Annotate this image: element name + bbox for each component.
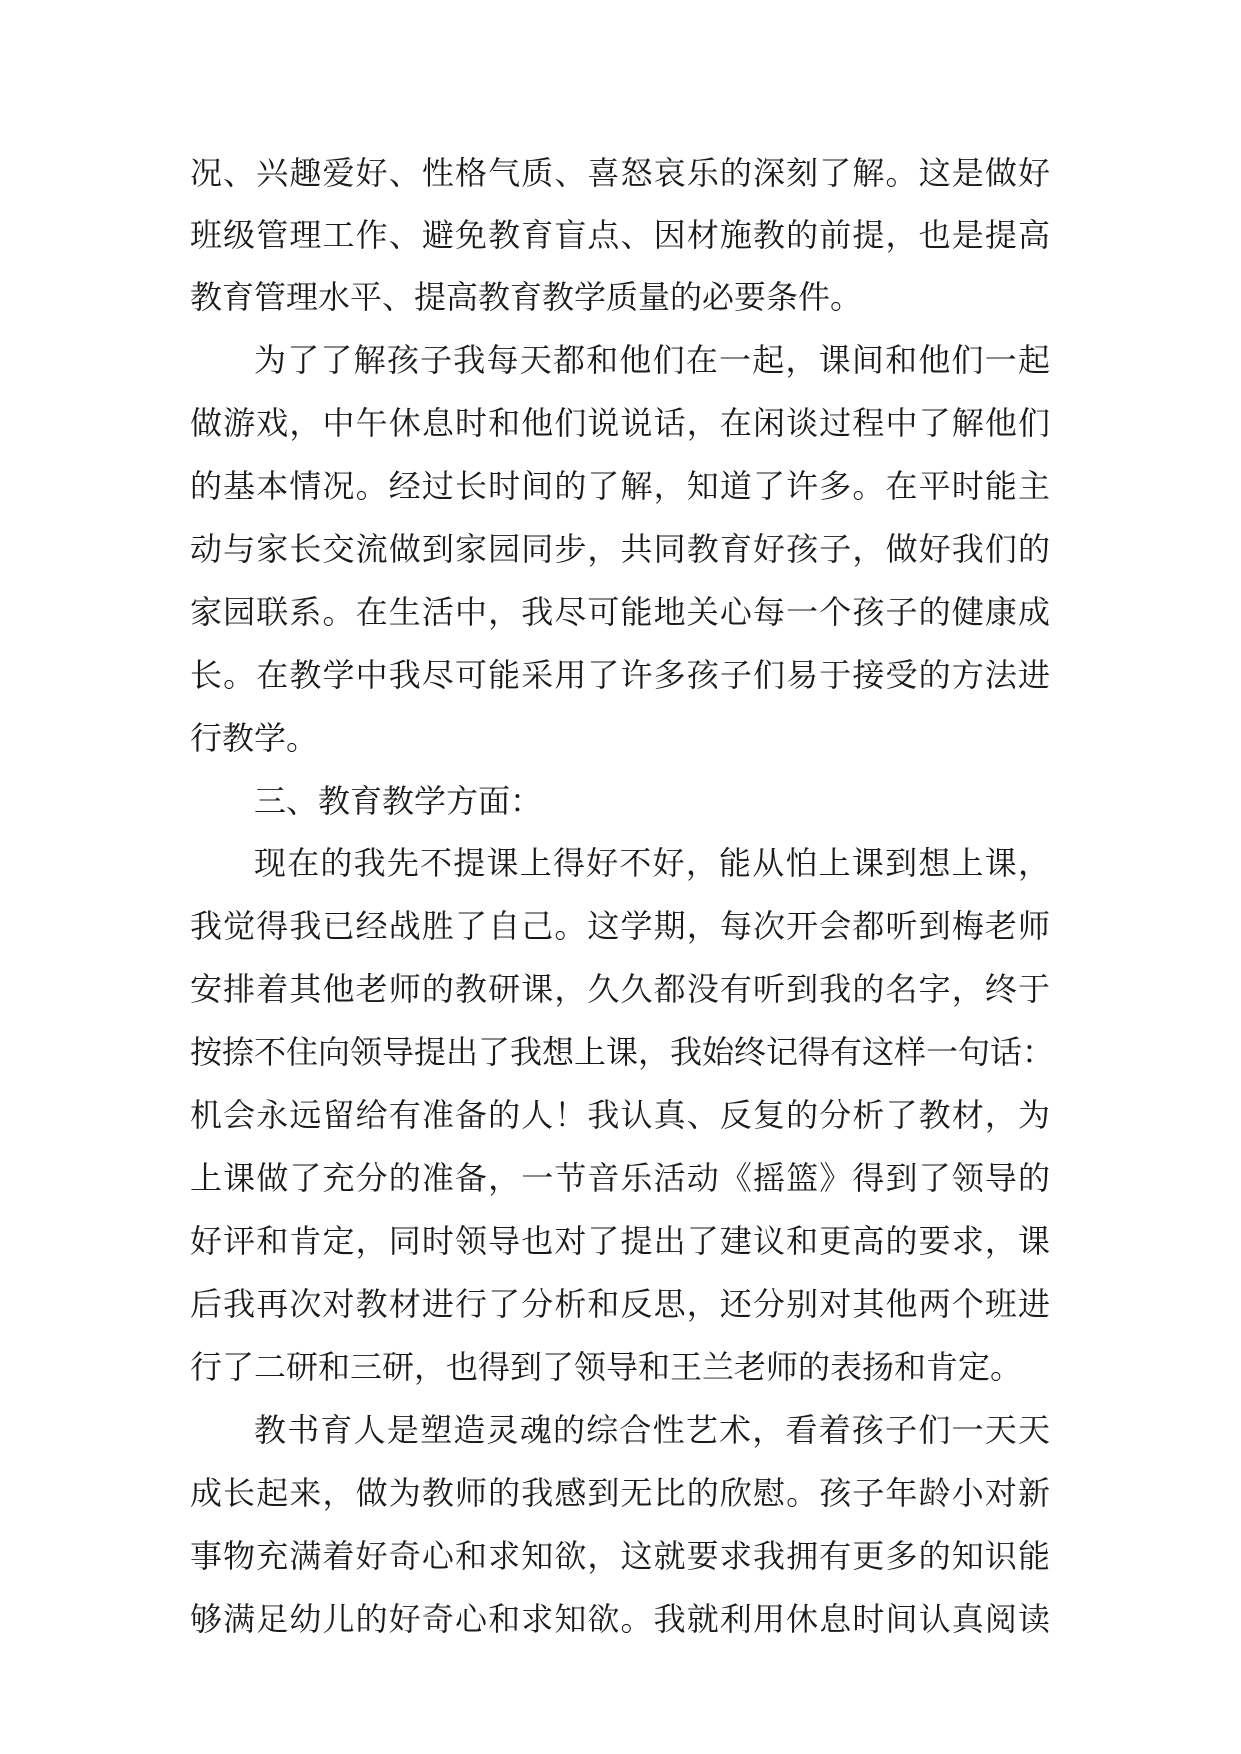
text-line: 教育管理水平、提高教育教学质量的必要条件。	[190, 278, 863, 316]
text-line: 长。在教学中我尽可能采用了许多孩子们易于接受的方法进	[190, 656, 1050, 694]
text-line: 的基本情况。经过长时间的了解，知道了许多。在平时能主	[190, 467, 1050, 505]
text-line: 况、兴趣爱好、性格气质、喜怒哀乐的深刻了解。这是做好	[190, 154, 1050, 192]
text-line: 行教学。	[190, 719, 319, 757]
paragraph-first-line: 现在的我先不提课上得好不好，能从怕上课到想上课，	[254, 844, 1050, 882]
text-line: 好评和肯定，同时领导也对了提出了建议和更高的要求，课	[190, 1222, 1050, 1260]
text-line: 后我再次对教材进行了分析和反思，还分别对其他两个班进	[190, 1285, 1050, 1323]
text-line: 机会永远留给有准备的人！我认真、反复的分析了教材，为	[190, 1096, 1050, 1134]
text-line: 家园联系。在生活中，我尽可能地关心每一个孩子的健康成	[190, 593, 1050, 631]
text-line: 按捺不住向领导提出了我想上课，我始终记得有这样一句话：	[190, 1033, 1055, 1071]
text-line: 安排着其他老师的教研课，久久都没有听到我的名字，终于	[190, 970, 1050, 1008]
text-line: 够满足幼儿的好奇心和求知欲。我就利用休息时间认真阅读	[190, 1600, 1050, 1638]
text-line: 动与家长交流做到家园同步，共同教育好孩子，做好我们的	[190, 530, 1050, 568]
text-line: 上课做了充分的准备，一节音乐活动《摇篮》得到了领导的	[190, 1159, 1050, 1197]
section-heading: 三、教育教学方面：	[254, 782, 543, 820]
text-line: 成长起来，做为教师的我感到无比的欣慰。孩子年龄小对新	[190, 1474, 1050, 1512]
text-line: 做游戏，中午休息时和他们说说话，在闲谈过程中了解他们	[190, 404, 1050, 442]
paragraph-first-line: 为了了解孩子我每天都和他们在一起，课间和他们一起	[254, 341, 1050, 379]
text-line: 我觉得我已经战胜了自己。这学期，每次开会都听到梅老师	[190, 907, 1050, 945]
text-line: 事物充满着好奇心和求知欲，这就要求我拥有更多的知识能	[190, 1537, 1050, 1575]
paragraph-first-line: 教书育人是塑造灵魂的综合性艺术，看着孩子们一天天	[254, 1411, 1050, 1449]
text-line: 班级管理工作、避免教育盲点、因材施教的前提，也是提高	[190, 216, 1050, 254]
text-line: 行了二研和三研，也得到了领导和王兰老师的表扬和肯定。	[190, 1348, 1023, 1386]
